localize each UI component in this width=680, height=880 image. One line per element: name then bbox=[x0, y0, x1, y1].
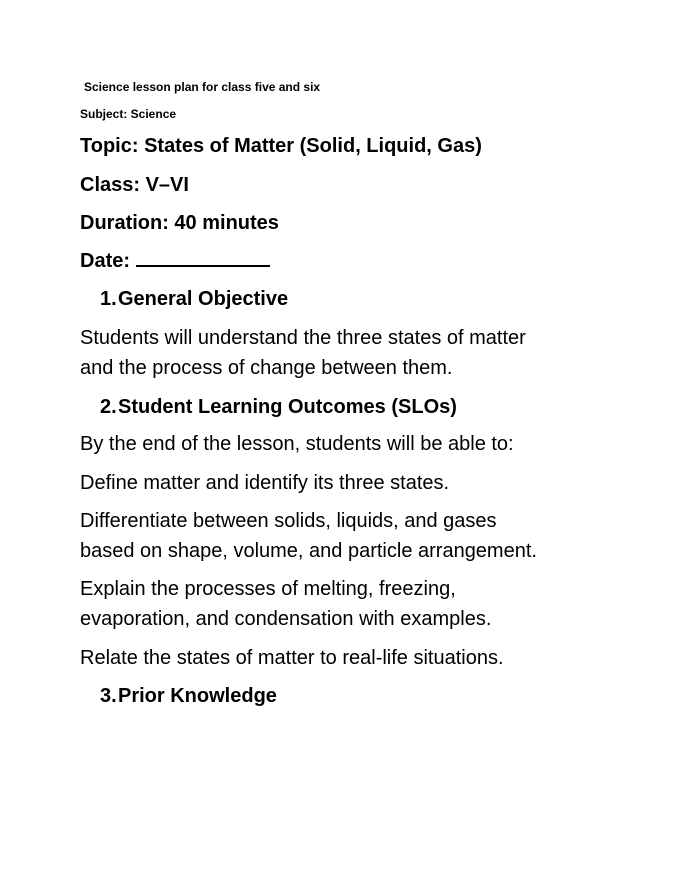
class-line: Class: V–VI bbox=[80, 174, 189, 196]
paragraph-line: Students will understand the three states of matter bbox=[80, 327, 526, 349]
document-title: Science lesson plan for class five and six bbox=[84, 80, 321, 94]
section-heading-1 bbox=[100, 288, 288, 311]
section-number: 2. bbox=[100, 396, 117, 418]
paragraph-line: Relate the states of matter to real-life situations. bbox=[80, 647, 504, 669]
section-number: 3. bbox=[100, 685, 117, 707]
topic-line: Topic: States of Matter (Solid, Liquid, Gas) bbox=[80, 135, 482, 157]
paragraph-line: Differentiate between solids, liquids, and gases bbox=[80, 510, 497, 532]
section-heading-3 bbox=[100, 685, 277, 708]
date-label: Date: bbox=[80, 250, 131, 272]
paragraph-line: By the end of the lesson, students will be able to: bbox=[80, 433, 514, 455]
paragraph-line: Explain the processes of melting, freezing, bbox=[80, 578, 456, 600]
section-title: Student Learning Outcomes (SLOs) bbox=[118, 396, 457, 418]
paragraph-line: and the process of change between them. bbox=[80, 357, 453, 379]
date-line bbox=[80, 250, 270, 273]
subject-line: Subject: Science bbox=[80, 107, 177, 121]
section-number: 1. bbox=[100, 288, 117, 310]
duration-line: Duration: 40 minutes bbox=[80, 212, 279, 234]
section-title: General Objective bbox=[118, 288, 289, 310]
paragraph-line: based on shape, volume, and particle arrangement. bbox=[80, 540, 537, 562]
section-title: Prior Knowledge bbox=[118, 685, 277, 707]
date-blank bbox=[136, 251, 270, 267]
paragraph-line: evaporation, and condensation with examples. bbox=[80, 608, 492, 630]
section-heading-2 bbox=[100, 396, 457, 419]
paragraph-line: Define matter and identify its three states. bbox=[80, 472, 450, 494]
